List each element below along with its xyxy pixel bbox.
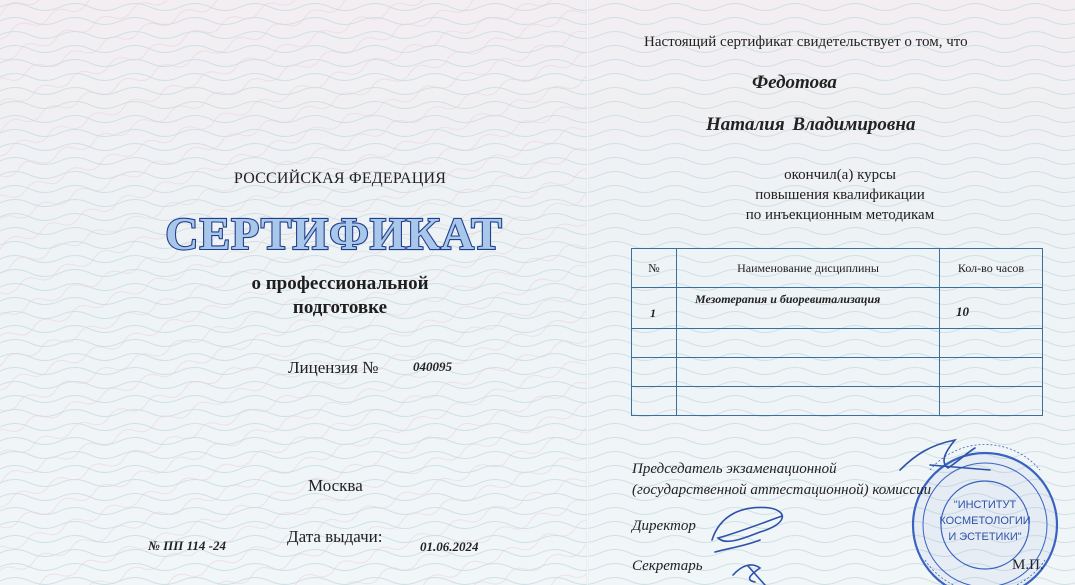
course-line-3: по инъекционным методикам xyxy=(745,207,935,223)
chairman-label-line-2: (государственной аттестационной) комиссии xyxy=(632,482,932,498)
city: Москва xyxy=(308,476,363,495)
holder-surname: Федотова xyxy=(752,72,837,93)
row-hours: 10 xyxy=(940,288,1043,329)
issue-date: 01.06.2024 xyxy=(420,539,479,554)
header-discipline: Наименование дисциплины xyxy=(677,249,940,288)
row-number: 1 xyxy=(632,288,677,329)
director-label: Директор xyxy=(632,518,696,534)
license-number: 040095 xyxy=(413,359,452,374)
secretary-label: Секретарь xyxy=(632,558,703,574)
registration-number: № ПП 114 -24 xyxy=(148,538,226,553)
seal-line-2: КОСМЕТОЛОГИИ xyxy=(939,515,1031,527)
seal-place-label: М.П. xyxy=(1012,557,1044,573)
course-line-1: окончил(а) курсы xyxy=(784,167,896,183)
chairman-label-line-1: Председатель экзаменационной xyxy=(632,461,837,477)
title-text: СЕРТИФИКАТ xyxy=(165,208,503,259)
header-number: № xyxy=(632,249,677,288)
issue-date-label: Дата выдачи: xyxy=(287,527,383,546)
seal-line-1: "ИНСТИТУТ xyxy=(953,499,1017,511)
license-label: Лицензия № xyxy=(288,358,379,377)
country-name: РОССИЙСКАЯ ФЕДЕРАЦИЯ xyxy=(233,170,447,187)
holder-name: Наталия Владимировна xyxy=(706,114,916,135)
course-line-2: повышения квалификации xyxy=(755,187,925,203)
subtitle-line-1: о профессиональной xyxy=(251,273,429,294)
subtitle-line-2: подготовке xyxy=(292,297,388,318)
seal-line-3: И ЭСТЕТИКИ" xyxy=(948,531,1022,543)
header-hours: Кол-во часов xyxy=(940,249,1043,288)
row-discipline: Мезотерапия и биоревитализация xyxy=(677,288,940,329)
certifies-text: Настоящий сертификат свидетельствует о том, что xyxy=(644,34,968,50)
